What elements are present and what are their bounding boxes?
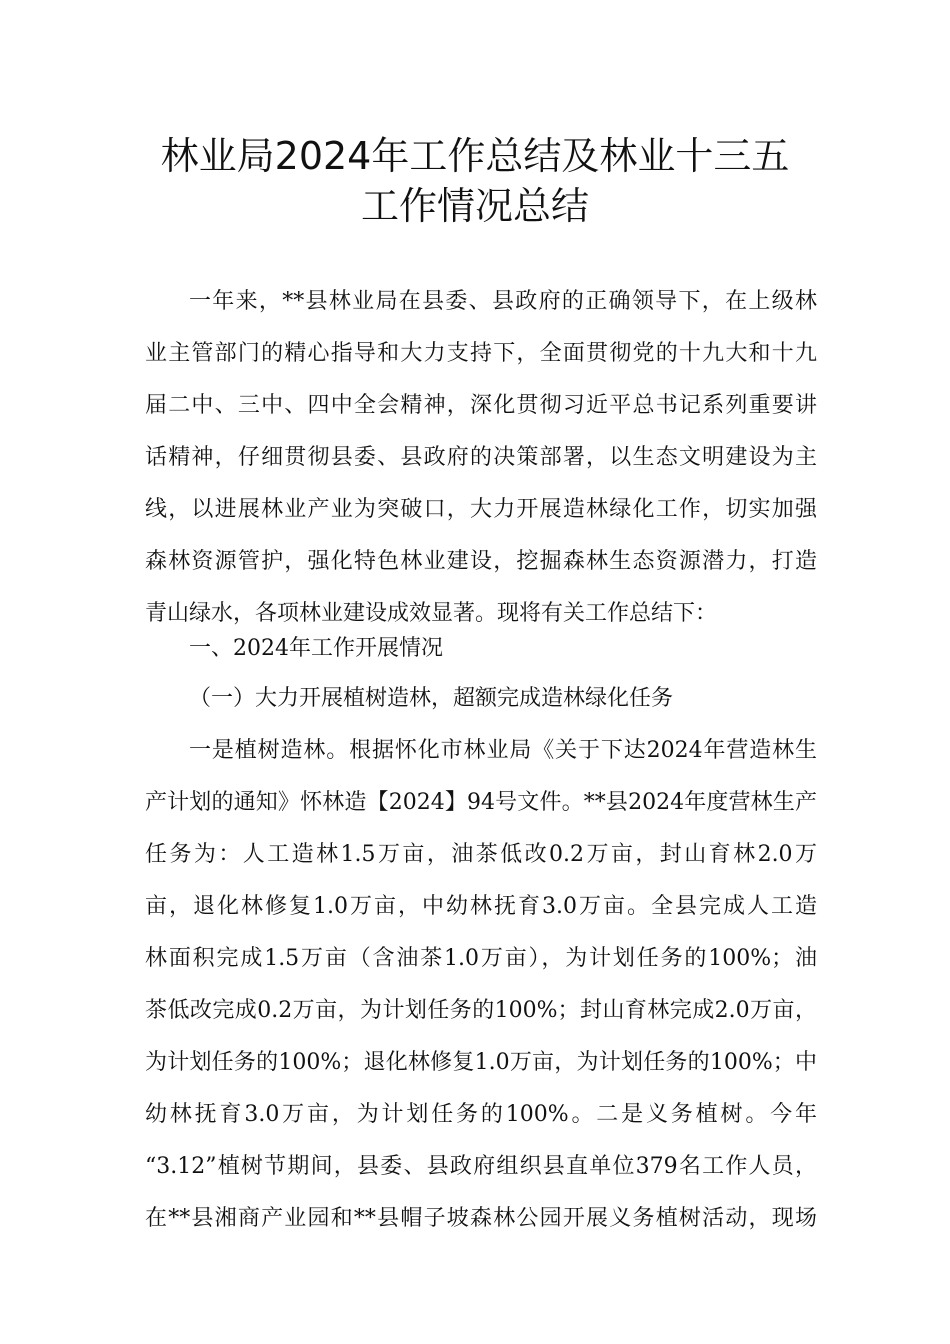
document-title-line-1: 林业局2024年工作总结及林业十三五 — [160, 134, 790, 178]
paragraph-line: 一年来，**县林业局在县委、县政府的正确领导下，在上级林 — [189, 289, 817, 314]
paragraph-line: 青山绿水，各项林业建设成效显著。现将有关工作总结下： — [145, 601, 718, 626]
paragraph-line: 为计划任务的100%；退化林修复1.0万亩，为计划任务的100%；中 — [145, 1050, 817, 1075]
paragraph-line: 线，以进展林业产业为突破口，大力开展造林绿化工作，切实加强 — [145, 497, 817, 522]
paragraph-line: 茶低改完成0.2万亩，为计划任务的100%；封山育林完成2.0万亩， — [145, 998, 817, 1023]
paragraph-line: 亩，退化林修复1.0万亩，中幼林抚育3.0万亩。全县完成人工造 — [145, 894, 817, 919]
paragraph-line: 林面积完成1.5万亩（含油茶1.0万亩），为计划任务的100%；油 — [145, 946, 817, 971]
paragraph-line: 业主管部门的精心指导和大力支持下，全面贯彻党的十九大和十九 — [145, 341, 817, 366]
paragraph-line: 一是植树造林。根据怀化市林业局《关于下达2024年营造林生 — [189, 738, 817, 763]
paragraph-line: 任务为：人工造林1.5万亩，油茶低改0.2万亩，封山育林2.0万 — [145, 842, 817, 867]
paragraph-line: 在**县湘商产业园和**县帽子坡森林公园开展义务植树活动，现场 — [145, 1206, 817, 1231]
paragraph-line: “3.12”植树节期间，县委、县政府组织县直单位379名工作人员， — [145, 1154, 817, 1179]
paragraph-line: 幼林抚育3.0万亩，为计划任务的100%。二是义务植树。今年 — [145, 1102, 817, 1127]
paragraph-line: 森林资源管护，强化特色林业建设，挖掘森林生态资源潜力，打造 — [145, 549, 817, 574]
paragraph-line: 届二中、三中、四中全会精神，深化贯彻习近平总书记系列重要讲 — [145, 393, 817, 418]
paragraph-line: 话精神，仔细贯彻县委、县政府的决策部署，以生态文明建设为主 — [145, 445, 817, 470]
document-title-line-2: 工作情况总结 — [360, 184, 589, 228]
subsection-heading: （一）大力开展植树造林，超额完成造林绿化任务 — [189, 686, 674, 711]
paragraph-line: 产计划的通知》怀林造【2024】94号文件。**县2024年度营林生产 — [145, 790, 817, 815]
section-heading: 一、2024年工作开展情况 — [189, 636, 443, 661]
